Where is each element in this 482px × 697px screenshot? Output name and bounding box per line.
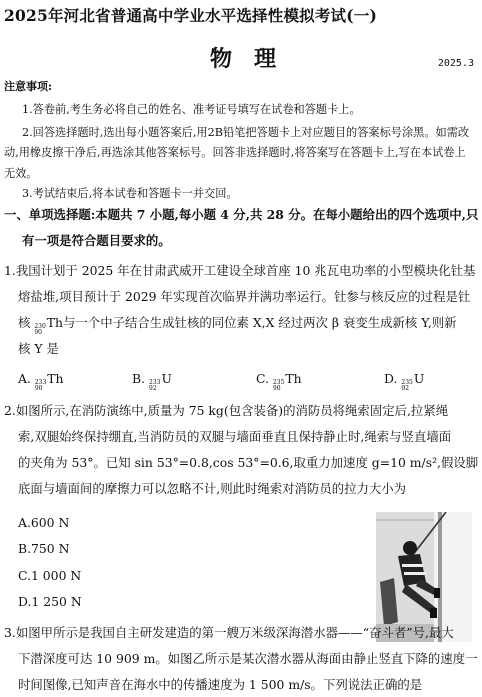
q3-line1: 3.如图甲所示是我国自主研发建造的第一艘万米级深海潜水器——“奋斗者”号,最大 — [4, 625, 454, 640]
exam-date: 2025.3 — [437, 58, 474, 69]
q2-option-d: D.1 250 N — [18, 594, 82, 609]
q3-line2: 下潜深度可达 10 909 m。如图乙所示是某次潜水器从海面由静止竖直下降的速度一 — [18, 651, 478, 666]
q2-line1: 2.如图所示,在消防演练中,质量为 75 kg(包含装备)的消防员将绳索固定后,拉紧绳 — [4, 403, 449, 418]
q2-line4: 底面与墙面间的摩擦力可以忽略不计,则此时绳索对消防员的拉力大小为 — [18, 481, 407, 496]
note-item-1: 1.答卷前,考生务必将自己的姓名、准考证号填写在试卷和答题卡上。 — [22, 103, 361, 116]
section-heading-line1: 一、单项选择题:本题共 7 小题,每小题 4 分,共 28 分。在每小题给出的四个选项中,只 — [4, 207, 479, 222]
q1-option-c: C. 235 90 Th — [256, 371, 302, 392]
section-heading-line2: 有一项是符合题目要求的。 — [22, 233, 171, 248]
q2-line2: 索,双腿始终保持绷直,当消防员的双腿与墙面垂直且保持静止时,绳索与竖直墙面 — [18, 429, 452, 444]
note-item-2-end: 无效。 — [4, 167, 38, 180]
q1-option-d: D. 235 92 U — [384, 371, 425, 392]
q1-option-b: B. 233 92 U — [132, 371, 172, 392]
q1-line2: 熔盐堆,项目预计于 2029 年实现首次临界并满功率运行。钍参与核反应的过程是钍 — [18, 289, 471, 304]
note-item-2: 2.回答选择题时,选出每小题答案后,用2B铅笔把答题卡上对应题目的答案标号涂黑。如需改 — [22, 126, 470, 139]
q1-option-a: A. 233 90 Th — [18, 371, 64, 392]
q1-line4: 核 Y 是 — [18, 341, 59, 356]
note-item-3: 3.考试结束后,将本试卷和答题卡一并交回。 — [22, 187, 238, 200]
q2-line3: 的夹角为 53°。已知 sin 53°=0.8,cos 53°=0.6,取重力加速度 g=10 m/s²,假设脚 — [18, 455, 479, 470]
q2-option-c: C.1 000 N — [18, 568, 82, 583]
q2-option-a: A.600 N — [18, 515, 70, 530]
subject-title: 物理 — [210, 46, 299, 72]
note-item-2-cont: 动,用橡皮擦干净后,再选涂其他答案标号。回答非选择题时,将答案写在答题卡上,写在本试卷上 — [4, 146, 466, 159]
q1-line3: 核 230 90 Th与一个中子结合生成钍核的同位素 X,X 经过两次 β 衰变生成新核 Y,则新 — [18, 315, 457, 336]
exam-title: 2025年河北省普通高中学业水平选择性模拟考试(一) — [4, 6, 378, 25]
notes-heading: 注意事项: — [4, 80, 53, 93]
q3-line3: 时间图像,已知声音在海水中的传播速度为 1 500 m/s。下列说法正确的是 — [18, 677, 423, 692]
q2-option-b: B.750 N — [18, 541, 70, 556]
q1-line1: 1.我国计划于 2025 年在甘肃武威开工建设全球首座 10 兆瓦电功率的小型模块化钍基 — [4, 263, 476, 278]
th230-nuclide-numbers: 230 90 — [34, 323, 46, 336]
